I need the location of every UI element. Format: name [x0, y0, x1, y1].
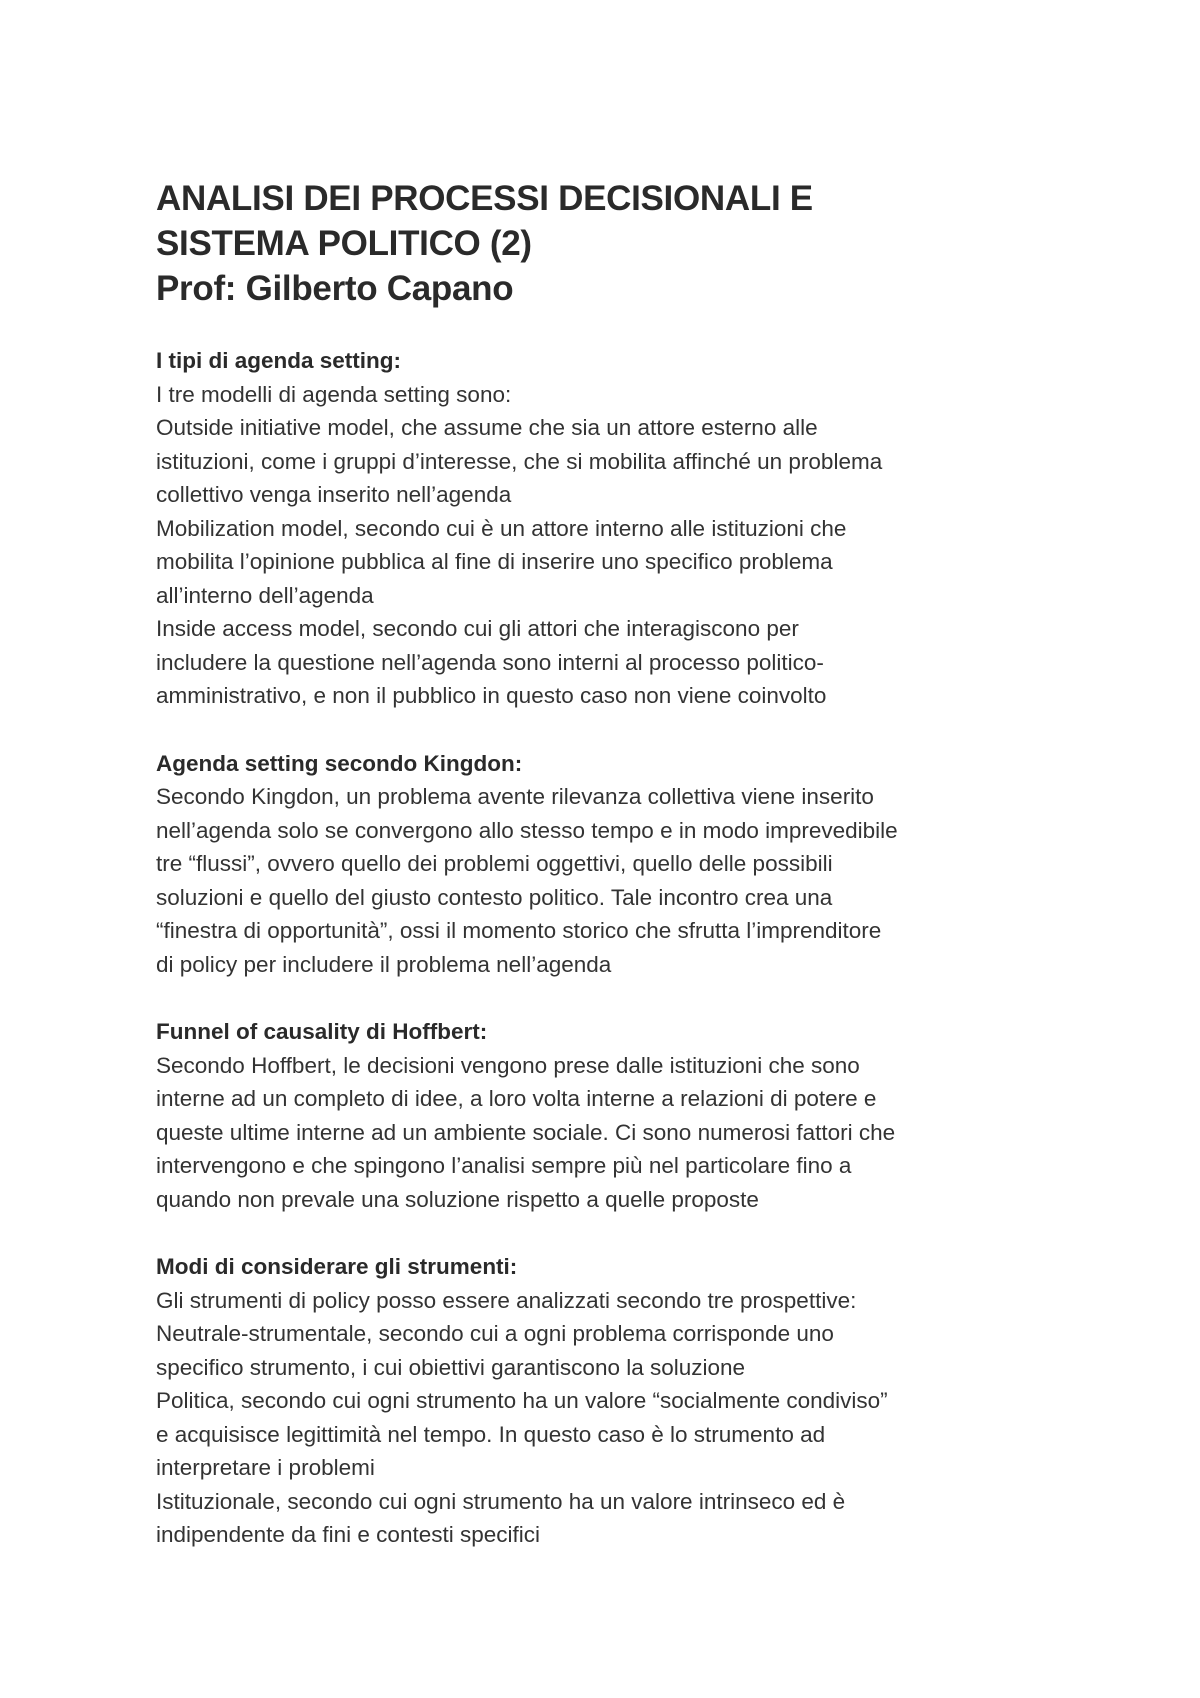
text-line: includere la questione nell’agenda sono interni al processo politico-	[156, 649, 824, 675]
title-line: Prof: Gilberto Capano	[156, 269, 514, 308]
text-line: all’interno dell’agenda	[156, 582, 374, 608]
text-line: intervengono e che spingono l’analisi sempre più nel particolare fino a	[156, 1153, 852, 1178]
text-line: Secondo Hoffbert, le decisioni vengono prese dalle istituzioni che sono	[156, 1052, 860, 1078]
section-agenda-setting-types	[156, 344, 1056, 713]
text-line: di policy per includere il problema nell’agenda	[156, 951, 612, 977]
text-line: I tre modelli di agenda setting sono:	[156, 381, 512, 407]
section-kingdon	[156, 747, 1056, 982]
text-line: e acquisisce legittimità nel tempo. In questo caso è lo strumento ad	[156, 1421, 826, 1447]
text-line: interne ad un completo di idee, a loro volta interne a relazioni di potere e	[156, 1086, 877, 1111]
text-line: amministrativo, e non il pubblico in questo caso non viene coinvolto	[156, 683, 827, 708]
text-line: Neutrale-strumentale, secondo cui a ogni problema corrisponde uno	[156, 1321, 834, 1346]
section-hoffbert	[156, 1015, 1056, 1216]
text-line: indipendente da fini e contesti specifici	[156, 1522, 540, 1547]
text-line: queste ultime interne ad un ambiente sociale. Ci sono numerosi fattori che	[156, 1119, 896, 1145]
document-title	[156, 176, 1056, 311]
text-line: tre “flussi”, ovvero quello dei problemi oggettivi, quello delle possibili	[156, 851, 833, 876]
text-line: collettivo venga inserito nell’agenda	[156, 482, 512, 507]
text-line: Secondo Kingdon, un problema avente rilevanza collettiva viene inserito	[156, 784, 874, 809]
text-line: specifico strumento, i cui obiettivi garantiscono la soluzione	[156, 1354, 746, 1380]
section-strumenti	[156, 1250, 1056, 1552]
text-line: Inside access model, secondo cui gli attori che interagiscono per	[156, 616, 799, 641]
text-line: soluzioni e quello del giusto contesto politico. Tale incontro crea una	[156, 884, 833, 910]
text-line: Mobilization model, secondo cui è un attore interno alle istituzioni che	[156, 515, 847, 541]
text-line: nell’agenda solo se convergono allo stesso tempo e in modo imprevedibile	[156, 817, 898, 843]
text-line: Politica, secondo cui ogni strumento ha un valore “socialmente condiviso”	[156, 1388, 888, 1413]
text-line: istituzioni, come i gruppi d’interesse, che si mobilita affinché un problema	[156, 448, 883, 474]
text-line: Outside initiative model, che assume che sia un attore esterno alle	[156, 415, 818, 440]
text-line: mobilita l’opinione pubblica al fine di inserire uno specifico problema	[156, 549, 833, 574]
section-heading: I tipi di agenda setting:	[156, 348, 402, 373]
title-line: ANALISI DEI PROCESSI DECISIONALI E	[156, 179, 813, 218]
section-heading: Funnel of causality di Hoffbert:	[156, 1019, 488, 1044]
text-line: interpretare i problemi	[156, 1455, 375, 1480]
section-heading: Modi di considerare gli strumenti:	[156, 1254, 518, 1279]
text-line: Istituzionale, secondo cui ogni strumento ha un valore intrinseco ed è	[156, 1488, 846, 1514]
title-line: SISTEMA POLITICO (2)	[156, 224, 532, 263]
text-line: “finestra di opportunità”, ossi il momento storico che sfrutta l’imprenditore	[156, 918, 882, 943]
document-page	[156, 176, 1056, 1552]
text-line: quando non prevale una soluzione rispetto a quelle proposte	[156, 1186, 759, 1212]
section-heading: Agenda setting secondo Kingdon:	[156, 750, 523, 776]
text-line: Gli strumenti di policy posso essere analizzati secondo tre prospettive:	[156, 1287, 857, 1313]
